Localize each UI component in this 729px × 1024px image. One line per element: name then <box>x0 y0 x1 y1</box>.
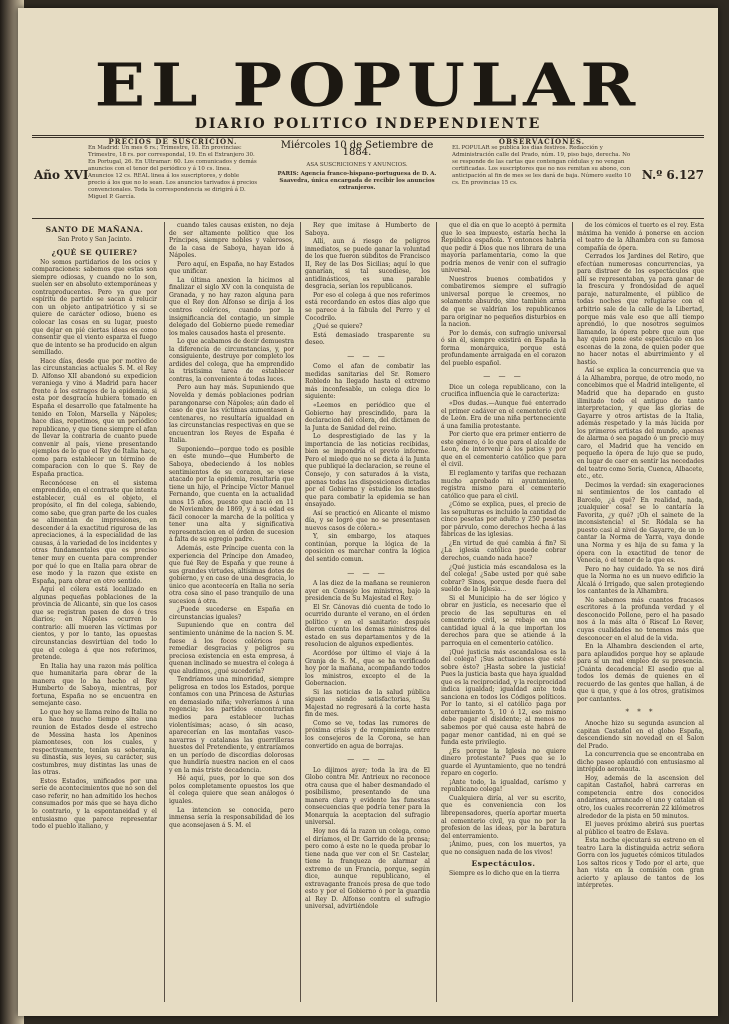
newspaper-subtitle: DIARIO POLITICO INDEPENDIENTE <box>194 116 542 132</box>
paragraph: Por lo demás, con sufragio universal ó sin él, siempre existirá en España la forma monárquica, porque está profundamente arraigada en el corazon del pueblo español. <box>441 329 566 367</box>
paragraph: Acordóse por último el viaje á la Granja de S. M., que se ha verificado hoy por la mañana, acompañando todos los ministros, excepto el de la Gobernacion. <box>305 649 430 688</box>
masthead <box>18 50 718 132</box>
paragraph: Así se practicó en Alicante el mismo día, y se logró que no se presentasen nuevos casos de cólera.» <box>305 509 430 532</box>
paragraph: En Italia hay una razon más política que humanitaria para obrar de la manera que lo ha hecho el Rey Humberto de Saboya, mientras, por fortuna, España no se encuentra en semejante caso. <box>32 662 157 708</box>
header-rule-bottom <box>32 218 704 219</box>
spectacles-heading: Espectáculos. <box>471 859 536 869</box>
column-divider <box>572 222 573 1002</box>
paragraph: ¡Ante todo, la igualdad, carísmo y republicano colega! <box>441 778 566 794</box>
column-2 <box>169 222 294 1002</box>
paragraph: Estos Estados, unificados por una serie de acontecimientos que no son del caso referir, no han admitido los hechos consumados por más que se haya dicho lo contrario, y la espontaneidad y el entusiasmo que parece representar todo el pueblo italiano, y <box>32 777 157 831</box>
column-divider <box>436 222 437 1002</box>
paragraph: ¿Es porque la Iglesia no quiere dinero protestante? Pues que se lo guarde el Ayuntamiento, que no tendrá reparo en cogerlo. <box>441 747 566 778</box>
paragraph: Dice un colega republicano, con la crucifica influencia que le caracteriza: <box>441 383 566 399</box>
paragraph: ¿Qué justicia más escandalosa es la del colega! ¿Sabe usted por qué sabe cobrar? Sinos, porque desde fuera del sueldo de la Iglesia... <box>441 563 566 594</box>
paragraph: Por cierto que era primer entierro de este género, ó lo que para el alcalde de Leon, de intervenir á los patios y por que en el cementerio católico que para el civil. <box>441 431 566 469</box>
column-divider <box>164 222 165 1002</box>
paragraph: Por eso el colega á que nos referimos está recordando en estos días algo que se parece á la fábula del Perro y el Cocodrilo. <box>305 291 430 322</box>
paragraph: ¿Puede sucederse en España en circunstancias iguales? <box>169 606 294 621</box>
paragraph: «Leemos en periódico que el Gobierno hay prescindido, para la declaracion del cólera, del dictámen de la Junta de Sanidad del reino. <box>305 402 430 432</box>
paragraph: La última anexion la hicimos al finalizar el siglo XV con la conquista de Granada, y no hay razon alguna para que el Rey don Alfonso se dirija á los centros coléricos, cuando por la insignificancia del contagio, un simple delegado del Gobierno puede remediar los males causados hasta el presente. <box>169 276 294 337</box>
info-bar <box>32 138 704 218</box>
paragraph: Rey que imitase á Humberto de Saboya. <box>305 222 430 237</box>
paragraph: Allí, aun á riesgo de peligros inmediatos, se puede ganar la voluntad de los que fueron súbditos de Francisco II, Rey de las Dos Sicilias; aquí lo que ganarían, si tal sucediese, los antidinásticos, es una parable desgracia, serían los republicanos. <box>305 238 430 291</box>
paragraph: En la Alhambra descienden el arte, para aplaudidos porque hoy se aplaude para sí un mal empleo de su presencia. ¡Cuánta decadencia! El asedio que al todos los demás de quienes en el recuerdo de las gentes que hallan, á de que ú que, y que á los otros, gratisimos por cantantes. <box>577 643 704 703</box>
paragraph: Decimos la verdad: sin exageraciones ni sentimientos de los cantado el Barcelo, ¿á qué? En realidad, nada, ¡cualquier cosa! se lo cantaría la Favorita, ¿y qué? ¡Oh el sainete de la inconsistencia! el Sr. Ródala se ha puesto casi al nivel de Gayarre, de un lo cantar la Norma de Yarra, vaya donde una Norma y es hija de su fama y la ópera con la exactitud de tenor de Venecia, ó el tenor de la que es. <box>577 481 704 565</box>
paragraph: No somos partidarios de los ocios y comparaciones: sabemos que estas son siempre odiosas, y cuando no lo son, suelen ser en absoluto extemporáneas y contraproducentes. Pero ya que por espíritu de partido se sacan á relucir con un objeto antipatriótico y si se quiere de carácter odioso, bueno es colocar las cosas en su lugar, puesto que dejar en pié ciertas ideas es como consentir que el viento esparza el fuego que de intento se ha producido en algun semillado. <box>32 258 157 357</box>
paragraph: Además, este Príncipe cuenta con la experiencia del Príncipe don Amadeo, que fué Rey de España y que reune á sus grandes virtudes, altísimas dotes de gobierno, y en caso de una desgracia, lo único que acontecería en Italia no sería otra cosa sino el paso tranquilo de una sucesion á otra. <box>169 544 294 605</box>
paragraph: cuando tales causas existen, no deja de ser altamente político que los Príncipes, siempre nobles y valerosos, de la casa de Saboya, hayan ido á Nápoles. <box>169 222 294 260</box>
paragraph: ¿En virtud de qué cambia á fin? Si ¿La iglesia católica puede cobrar derechos, cuando nada hace? <box>441 539 566 562</box>
paragraph: Nuestros buenos combatidos y combatiremos siempre el sufragio universal porque le creemos, no solamente absurdo, sino también arma de que se valdrían los republicanos para originar no pequeños disturbios en la nacion. <box>441 275 566 329</box>
paragraph: Hoy, además de la ascension del capitan Castañol, habrá carreras en competencia entre dos conocidos andarines, arrancado el uno y catalan el otro, los cuales recorrerán 22 kilómetros alrededor de la pista en 50 minutos. <box>577 774 704 820</box>
date-block <box>272 138 442 218</box>
paragraph: A las diez de la mañana se reunieron ayer en Consejo los ministros, bajo la presidencia de Su Majestad el Rey. <box>305 580 430 603</box>
newspaper-title: EL POPULAR <box>94 49 642 121</box>
paragraph: Reconócese en el sistema emprendido, en el contraste que intenta establecer, cuál es el objeto, el propósito, el fin del colega, sabiendo, como sabe, que gran parte de los cuales se alimentan de impresiones, en descender á la exactitud rigurosa de las apreciaciones, á la especialidad de las causas, á la variedad de los incidentes y otras fundamentales que es preciso tener muy en cuenta para comprender por qué lo que en Italia para obrar de ese modo y la razon que existe en España, para obrar en otro sentido. <box>32 479 157 585</box>
column-3 <box>305 222 430 1002</box>
paragraph: La intencion se conocida, pero inmensa sería la responsabilidad de los que aconsejasen á S. M. el <box>169 806 294 829</box>
observations-heading: OBSERVACIONES. <box>498 138 586 146</box>
paragraph: Como el afan de combatir las medidas sanitarias del Sr. Romero Robledo ha llegado hasta el extremo más inconfesable, un colega dice lo siguiente: <box>305 363 430 401</box>
paragraph: Hace días, desde que por motivo de las circunstancias actuales S. M. el Rey D. Alfonso XII abandonó su expedicion veraniega y vino á Madrid para hacer frente á los estragos de la epidemia, si esta por desgracia hubiera tomado en España el desarrollo que fatalmente ha tenido en Tolon, Marsella y Nápoles; hace dias, repetimos, que un periódico republicano, y que tiene siempre el afan de llevar la contraria de cuanto puede convenir al país, viene presentando ejemplos de lo que el Rey de Italia hace, como para establecer un término de comparacion con lo que S. Rey de España practica. <box>32 357 157 478</box>
newspaper-page <box>18 8 718 1016</box>
section-separator: — — — <box>347 351 388 360</box>
paragraph: «Dos dudas.—Aunque fué enterrado el primer cadáver en el cementerio civil de León. Era de una niña perteneciente á una familia protestante. <box>441 400 566 430</box>
subscriptions-label: ASA SUSCRICIONES Y ANUNCIOS. <box>306 162 408 168</box>
section-separator: — — — <box>483 372 524 381</box>
paragraph: El Sr. Cánovas dió cuenta de todo lo ocurrido durante el verano, en el órden político y en el sanitario: después dieron cuenta los demas ministros del estado en sus departamentos y de la resolucion de algunos expedientes. <box>305 603 430 649</box>
saint-names: San Proto y San Jacinto. <box>57 235 132 243</box>
paragraph: Y, sin embargo, los ataques continúan, porque la lógica de la oposicion es marchar contra la lógica del sentido comun. <box>305 533 430 563</box>
paragraph: Lo que acabamos de decir demuestra la diferencia de circunstancias, y, por consiguiente, destruye por completo los ardides del colega, que ha emprendido la tristisima tarea de establecer contras, la conveniente á todas luces. <box>169 338 294 383</box>
issue-date: Miércoles 10 de Setiembre de 1884. <box>280 140 434 158</box>
observations-text: EL POPULAR se publica los días festivos. Redacción y Administración calle del Prado, núm. 19, piso bajo, derecha. No se responde de las cartas que contengan cédulas y no vengan certificadas. Los suscriptores que no nos remitan su abono, con anticipación al fin de mes se les dará de baja. Número suelto 10 cs. En provincias 15 cs. <box>452 145 632 186</box>
paragraph: Suponiendo—porque todo es posible en este mundo—que Humberto de Saboya, obedeciendo á los nobles sentimientos de su corazon, se viese atacado por la epidemia, resultaría que tiene un hijo, el Príncipe Víctor Manuel Fernando, que cuenta en la actualidad unos 15 años, puesto que nació en 11 de Noviembre de 1869, y á su edad es fácil conocer la marcha de la política y tener una alta y significativa representacion en el órden de sucesion á falta de su egregio padre. <box>169 445 294 544</box>
column-4 <box>441 222 566 1002</box>
section-separator: — — — <box>347 568 388 577</box>
paragraph: Cualquiera diría, al ver su escrito, que es conveniencia con los librepensadores, quería aportar muerta al cementerio civil, ya que no por la profesion de las ideas, por la baratura del enterramiento. <box>441 794 566 840</box>
paragraph: Anoche hizo su segunda asuncion al capitan Castañol en el globo España, descendiendo sin novedad en el Salon del Prado. <box>577 720 704 750</box>
paragraph: Si el Municipio ha de ser lógico y obrar en justicia, es necesario que el precio de las sepulturas en el cementerio civil, se rebaje en una cantidad igual á la que importan los derechos para que se atiende á la parroquia en el cementerio católico. <box>441 594 566 647</box>
paragraph: Está demasiado trasparente su deseo. <box>305 331 430 347</box>
paragraph: Pero no hay cuidado. Ya se nos dirá que la Norma no es un nuevo edificio la Alcalá ó Irrigado, que salen protegiendo los cantantes de la Alhambra. <box>577 565 704 596</box>
prices-text: En Madrid: Un mes 6 rs.; Trimestre, 18. En provincias: Trimestre, 18 rs. por correspondal, 19. En el Extranjero 30. En Portugal, 26. En Ultramar: 60. Los comunicados y demás anuncios con el tenor del periódico y á 10 cs. linea. Anuncios 12 cs. REAL linea á los suscriptores, y doble precio á los que no lo sean. Los anuncios tarivados á precios convencionales. Toda la correspondencia se dirigirá á D. Miguel P. García. <box>88 145 258 200</box>
paragraph: Pero aquí, en España, no hay Estados que unificar. <box>169 260 294 276</box>
column-1 <box>32 222 157 1002</box>
paragraph: Aquí el cólera está localizado en algunas pequeñas poblaciones de la provincia de Alicante, sin que los casos que se registran pasen de dos ó tres diarios; en Nápoles ocurren lo contrario: allí mueren las víctimas por cientos, y por lo tanto, las opuestas circunstancias desvirtúan del todo lo que el colega á que nos referimos, pretende. <box>32 586 157 662</box>
saint-heading: SANTO DE MAÑANA. <box>45 225 144 234</box>
paragraph: El reglamento y tarifas que rechazan mucho aprobado ni ayuntamiento, registra mismo para el cementerio católico que para el civil. <box>441 469 566 500</box>
paragraph: ¿Qué se quiere? <box>313 323 363 331</box>
column-5 <box>577 222 704 1002</box>
header-rule-top <box>32 135 704 136</box>
paragraph: ¡Qué justicia más escandalosa es la del colega! ¡Sus actuaciones que esté sobre ésto? ¡Hasta sobre la justicia! Pues la justicia basta que haya igualdad que es la reciprocidad, y la reciprocidad indica igualdad; igualdad ante toda sanciona en todos los Códigos políticos. Por lo tanto, si el católico paga por enterramiento 5, 10 ó 12, eso mismo debe pagar el disidente; al menos no sabemos por qué causa este habrá de pagar menor cantidad, ni en qué se funda este privilegio. <box>441 648 566 747</box>
section-separator: * * * <box>625 708 656 717</box>
paragraph: Así se explica la concurrencia que va á la Alhambra, porque, de otro modo, no concebimos que el Madrid inteligente, el Madrid que ha deparado en gusto ilimitado todo el antiguo de tanto interpretacion, y que las glorias de Gayarre y otros artistas de la Italia, además respetado y la más lúcida por los primeros artistas del mundo, apenas de alarma ó sea pagado ó un precio muy caro, el Madrid que ha vencido en pequeño la ópera de lujo que se pudo, en lugar de caer en sentir las necedades del teatro como Soria, Cuenca, Albacete, etc., etc. <box>577 367 704 481</box>
paris-agency-text: PARIS: Agencia franco-hispano-portuguesa de D. A. Saavedra, única encargada de recibir los anuncios extranjeros. <box>277 171 437 191</box>
paragraph: Lo desprestigiado de las y la importancia de las noticias recibidas, bien se impondría el previo informe. Pero el miedo que no se dicta á la Junta que publiqué la declaracion, se reune el Consejo, y con saturados á la vista, apenas todas las disposiciones dictadas por el Gobierno y estudie los medios que para combatir la epidemia se han ensayado. <box>305 433 430 509</box>
paragraph: Lo que hoy se llama reino de Italia no era hace mucho tiempo sino una reunion de Estados desde el estrecho de Messina hasta los Apeninos piamonteses, con los cuales, y respectivamente, tenían su soberanía, su dinastía, sus leyes, su carácter, sus costumbres, muy distintas las unas de las otras. <box>32 708 157 777</box>
paragraph: La concurrencia que se encontraba en dicho paseo aplaudió con entusiasmo al intrépido aeronauta. <box>577 751 704 774</box>
paragraph: Esta noche ejecutará su estreno en el teatro Lara la distinguida actriz señora Gorra con los juguetes cómicos titulados Los saltos ricos y Todo por el arte, que han vista en la comisión con gran acierto y aplauso de tantos de los intérpretes. <box>577 837 704 890</box>
paragraph: Hé aquí, pues, por lo que son dos polos completamente opuestos los que el colega quiere que sean análogos ó iguales. <box>169 775 294 806</box>
paragraph: El jueves próximo abrirá sus puertas al público el teatro de Eslava. <box>577 821 704 836</box>
article-columns <box>32 222 704 1002</box>
paragraph: Como se ve, todas las rumores de próxima crisis y de rompimiento entre los consejeros de la Corona, se han convertido en agua de borrajas. <box>305 719 430 750</box>
issue-number: N.º 6.127 <box>641 168 704 182</box>
paragraph: Hoy nos dá la razon un colega, como el diríamos, el Dr. Garrido de la prensa; pero como á este no le queda probar lo tiene nada que ver con el Sr. Castelar, tiene la franqueza de alarmar al extremo de un Francia, porque, según dice, aunque republicano, el extravagante francés presa de que todo esto y por el Gobierno ó por la guardia al Rey D. Alfonso contra el sufragio universal, advirtiéndole <box>305 828 430 911</box>
prices-heading: PRECIOS DE SUSCRICION. <box>108 138 238 146</box>
paragraph: Si las noticias de la salud pública siguen siendo satisfactorias, Su Majestad no regresará á la corte hasta fin de mes. <box>305 688 430 719</box>
year-label: Año XVI <box>34 168 89 182</box>
observations <box>452 138 632 218</box>
article-heading: ¿QUÉ SE QUIERE? <box>51 248 138 258</box>
paragraph: de los cómicos el tuerto es el rey. Esta máxima ha venido á ponerse en accion el teatro de la Alhambra con su famosa compañía de ópera. <box>577 222 704 252</box>
paragraph: Lo dijimos ayer; toda la ira de El Globo contra Mr. Antrieux no reconoce otra causa que el haber desmandado el posibilismo, presentando de una manera clara y evidente las funestas consecuencias que podría tener para la Monarquía la aceptacion del sufragio universal. <box>305 766 430 827</box>
paragraph: ¿Cómo se explica, pues, el precio de las sepulturas es incluido la cantidad de cinco pesetas por adulto y 250 pesetas por párvulo, como derechos hecha á las fábricas de las iglesias. <box>441 501 566 539</box>
paragraph: Siempre es lo dicho que en la tierra <box>449 869 560 877</box>
subscription-prices <box>88 138 258 218</box>
paragraph: Supuniendo que en contra del sentimiento unánime de la nacion S. M. fuese á los focos coléricos para remediar desgracias y peligros su preciosa existencia en esta empresa, á quenan inclinado se muestra el colega á que aludimos, ¿qué sucedería? <box>169 622 294 675</box>
paragraph: No sabemos más cuantos fracasos escritores á la profunda verdad y el desconocido Pollone, pero el ha pasado nos á la más alta ó Riscaf Lo Rever, cuyas cualidades no tenemos más que desconocer en el alud de la vida. <box>577 596 704 642</box>
column-divider <box>300 222 301 1002</box>
paragraph: que el día en que lo aceptó á permita que lo sea impuesto, estaría hecha la República española. Y entonces habría que pedir á Dios que nos librara de una mayoría parlamentaria, como la que podría menos de venir con el sufragio universal. <box>441 222 566 275</box>
paragraph: ¡Ánimo, pues, con los muertos, ya que no consiguen nada de los vivos! <box>441 841 566 856</box>
paragraph: Cerrados los Jardines del Retiro, que efectúan numerosas concurrencias, ya para distraer de los espectáculos que allí se representaban, ya para ganar de la frescura y frondosidad de aquel paraje, naturalmente, el público de todas noches que refugiarse con el arbitrio sale de la calle de la Libertad, porque más vale eso que allí tiempo aprendió, lo que nosotros seguimos llamando, la ópera pobre que aun que hay quien pone este espectáculo en los escenas de la zona, de quien poder que no hacer notas el aburrimiento y el hastío. <box>577 253 704 366</box>
section-separator: — — — <box>347 755 388 764</box>
paragraph: Pero aun hay más. Supuniendo que Novelda y demás poblaciones podrían parangonarse con Nápoles; aún dado el caso de que las víctimas aumentasen á centenares, no resultaría igualdad en las circunstancias respectivas en que se encuentran los Reyes de España é Italia. <box>169 384 294 445</box>
paragraph: Tendríamos una minoridad, siempre peligrosa en todos los Estados, porque contamos con una Princesa de Asturias en demasiado niña; volveríamos á una regencia; los partidos encontrarían medios para establecer luchas violentísimas; acaso, ó sin acaso, aparecerían en las montañas vasco-navarras y catalanas las guerrilleras huestes del Pretendiente, y entraríamos en un período de discordias dolorosas que hundiría nuestra nacion en el caos y en la más triste decadencia. <box>169 676 294 774</box>
